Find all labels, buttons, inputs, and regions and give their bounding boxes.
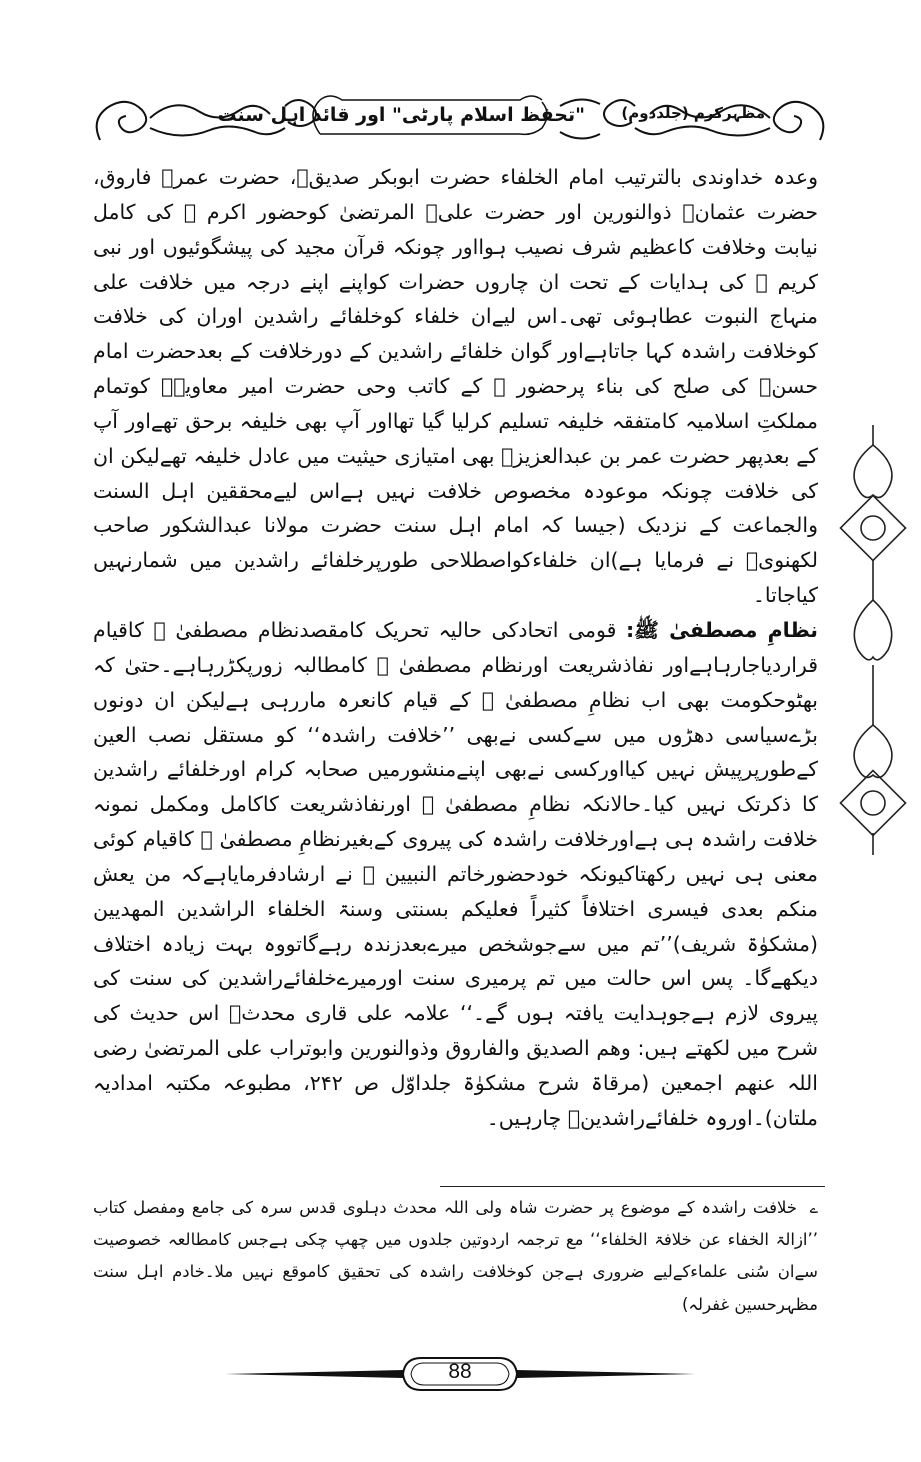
footnote — [93, 1192, 818, 1321]
paragraph-text: قومی اتحادکی حالیہ تحریک کامقصدنظام مصطفیٰ ﷺ کاقیام قراردیاجارہاہےاور نفاذشریعت اورنظام مصطفیٰ ﷺ کامطالبہ زورپکڑرہاہے۔حتیٰ کہ بھٹوحکومت بھی اب نظامِ مصطفیٰ ﷺ کے قیام کانعرہ ماررہی ہےلیکن ان دونوں بڑےسیاسی دھڑوں میں سےکسی نےبھی ’’خلافت راشدہ‘‘ کو مستقل نصب العین کےطورپرپیش نہیں کیااورکسی نےبھی اپنےمنشورمیں صحابہ کرام اورخلفائے راشدین کا ذکرتک نہیں کیا۔حالانکہ نظامِ مصطفیٰ ﷺ اورنفاذشریعت کاکامل ومکمل نمونہ خلافت راشدہ ہی ہےاورخلافت راشدہ کی پیروی کےبغیرنظامِ مصطفیٰ ﷺ کاقیام کوئی معنی ہی نہیں رکھتاکیونکہ خودحضورخاتم النبیین ﷺ نے ارشادفرمایاہےکہ من یعش منکم بعدی فیسری اختلافاً کثیراً فعلیکم بسنتی وسنۃ الخلفاء الراشدین المھدیین (مشکوٰۃ شریف)’’تم میں سےجوشخص میرےبعدزندہ رہےگاتووہ بہت زیادہ اختلاف دیکھےگا۔ پس اس حالت میں تم پرمیری سنت اورمیرےخلفائےراشدین کی سنت کی پیروی لازم ہےجوہدایت یافتہ ہوں گے۔‘‘ علامہ علی قاری محدثؒ اس حدیث کی شرح میں لکھتے ہیں: وھم الصدیق والفاروق وذوالنورین وابوتراب علی المرتضیٰ رضی اللہ عنھم اجمعین (مرقاۃ شرح مشکوٰۃ جلداوّل ص ۲۴۲، مطبوعہ مکتبہ امدادیہ ملتان)۔اوروہ خلفائےراشدینؓ چارہیں۔ — [93, 617, 818, 1130]
page-footer — [225, 1352, 695, 1396]
paragraph-text: وعدہ خداوندی بالترتیب امام الخلفاء حضرت ابوبکر صدیقؓ، حضرت عمرؓ فاروق، حضرت عثمانؓ ذوالنورین اور حضرت علیؓ المرتضیٰ کوحضور اکرم ﷺ کی کامل نیابت وخلافت کاعظیم شرف نصیب ہوااور چونکہ قرآن مجید کی پیشگوئیوں اور نبی کریم ﷺ کی ہدایات کے تحت ان چاروں حضرات کواپنے اپنے درجہ میں خلافت علی منہاج النبوت عطاہوئی تھی۔اس لیےان خلفاء کوخلفائے راشدین اوران کی خلافت کوخلافت راشدہ کہا جاتاہےاور گوان خلفائے راشدین کے دورخلافت کے بعدحضرت امام حسنؓ کی صلح کی بناء پرحضور ﷺ کے کاتب وحی حضرت امیر معاویہؓ کوتمام مملکتِ اسلامیہ کامتفقہ خلیفہ تسلیم کرلیا گیا تھااور آپ بھی خلیفہ برحق تھےاور آپ کے بعدپھر حضرت عمر بن عبدالعزیزؒ بھی امتیازی حیثیت میں عادل خلیفہ تھےلیکن ان کی خلافت چونکہ موعودہ مخصوص خلافت نہیں ہےاس لیےمحققین اہل السنت والجماعت کے نزدیک (جیسا کہ امام اہل سنت حضرت مولانا عبدالشکور صاحب لکھنویؒ نے فرمایا ہے)ان خلفاءکواصطلاحی طورپرخلفائے راشدین میں شمارنہیں کیاجاتا۔ — [93, 165, 818, 608]
footnote-marker: ے — [809, 1201, 818, 1217]
main-text — [93, 160, 818, 1136]
page-header — [80, 88, 840, 150]
section-heading: نظامِ مصطفیٰ ﷺ: — [625, 617, 818, 642]
page-number: 88 — [448, 1360, 472, 1383]
paragraph — [93, 613, 818, 1136]
chapter-title: "تحفظ اسلام پارٹی" اور قائد اہل سنت — [217, 104, 585, 126]
footnote-text: خلافت راشدہ کے موضوع پر حضرت شاہ ولی اللہ محدث دہلوی قدس سرہ کی جامع ومفصل کتاب ’’ازالۃ الخفاء عن خلافۃ الخلفاء‘‘ مع ترجمہ اردوتین جلدوں میں چھپ چکی ہےجس کامطالعہ خصوصیت سےان سُنی علماءکےلیے ضروری ہےجن کوخلافت راشدہ کی تحقیق کاموقع نہیں ملا۔خادم اہل سنت مظہرحسین غفرلہ) — [93, 1198, 818, 1314]
footnote-divider — [440, 1186, 825, 1187]
side-ornament — [838, 425, 908, 855]
book-title: مظہرکرم (جلددوم) — [621, 104, 765, 122]
paragraph — [93, 160, 818, 613]
